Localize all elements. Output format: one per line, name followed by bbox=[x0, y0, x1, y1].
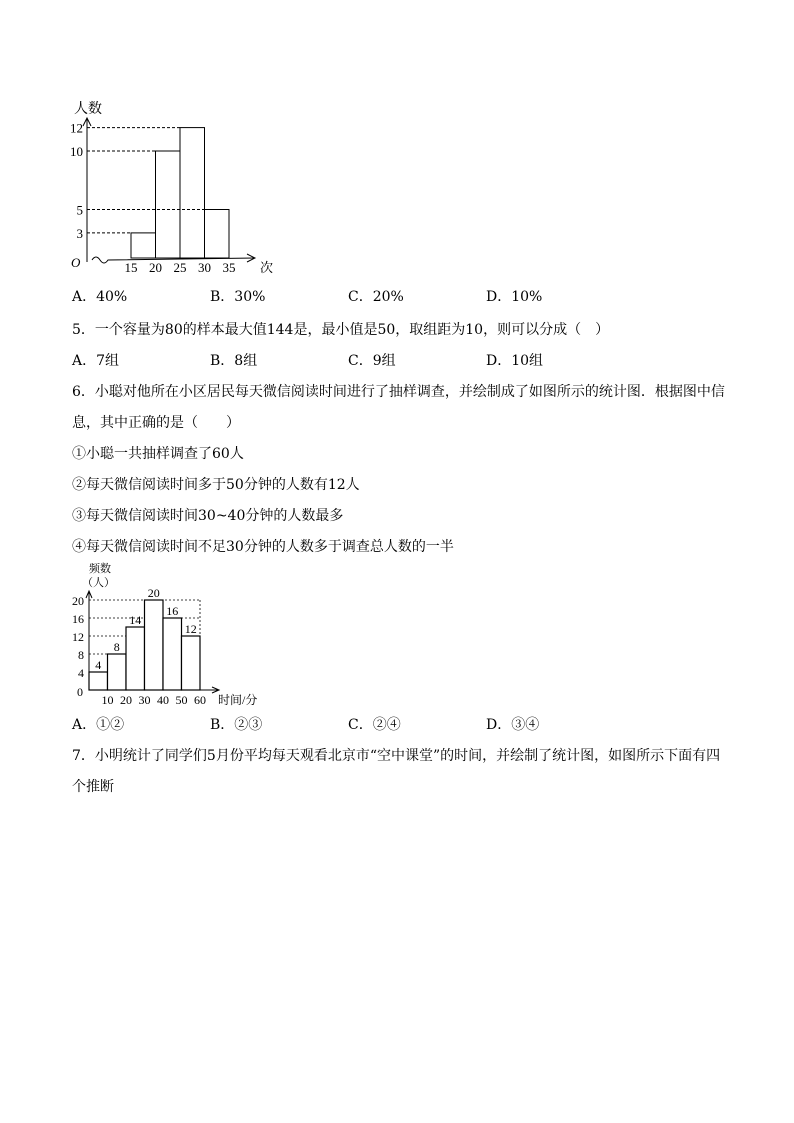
bar-value-label: 12 bbox=[184, 622, 197, 636]
bar bbox=[182, 636, 201, 690]
q5-option-b[interactable]: B．8组 bbox=[210, 353, 258, 369]
y-tick-label: 12 bbox=[72, 630, 84, 644]
bar bbox=[108, 654, 127, 690]
bar bbox=[89, 672, 108, 690]
bar bbox=[131, 233, 156, 258]
q6-statement-3: ③每天微信阅读时间30~40分钟的人数最多 bbox=[72, 508, 344, 524]
x-tick-label: 30 bbox=[138, 693, 151, 707]
bar bbox=[145, 600, 164, 690]
q6-stem-line2: 息，其中正确的是（ ） bbox=[72, 415, 240, 431]
bar bbox=[126, 627, 145, 690]
bar-value-label: 16 bbox=[166, 604, 179, 618]
y-tick-label: 5 bbox=[76, 202, 83, 218]
y-tick-label: 16 bbox=[72, 612, 84, 626]
x-tick-label: 50 bbox=[175, 693, 188, 707]
q6-option-c[interactable]: C．②④ bbox=[348, 717, 401, 733]
q6-statement-2: ②每天微信阅读时间多于50分钟的人数有12人 bbox=[72, 477, 360, 493]
y-tick-label: 3 bbox=[76, 225, 83, 241]
y-axis-label-line2: （人） bbox=[82, 577, 115, 589]
x-tick-label: 35 bbox=[222, 260, 236, 275]
x-tick-label: 30 bbox=[198, 260, 211, 275]
x-tick-label: 15 bbox=[124, 260, 138, 275]
x-tick-label: 25 bbox=[173, 260, 187, 275]
bar bbox=[205, 210, 230, 259]
bar bbox=[180, 128, 205, 258]
bar bbox=[156, 151, 181, 258]
q6-option-b[interactable]: B．②③ bbox=[210, 717, 263, 733]
q6-option-d[interactable]: D．③④ bbox=[486, 717, 540, 733]
histogram-q4 bbox=[60, 95, 290, 280]
histogram-q6 bbox=[60, 558, 270, 710]
bar-value-label: 14 bbox=[129, 613, 142, 627]
q6-statement-1: ①小聪一共抽样调查了60人 bbox=[72, 446, 244, 462]
q5-option-d[interactable]: D．10组 bbox=[486, 353, 544, 369]
bar-value-label: 20 bbox=[147, 586, 160, 600]
q6-statement-4: ④每天微信阅读时间不足30分钟的人数多于调查总人数的一半 bbox=[72, 539, 454, 555]
q6-option-a[interactable]: A．①② bbox=[72, 717, 125, 733]
x-axis-label: 次 bbox=[260, 260, 274, 275]
y-tick-label: 10 bbox=[70, 144, 83, 159]
bar-value-label: 8 bbox=[113, 640, 120, 654]
q6-stem-line1: 6．小聪对他所在小区居民每天微信阅读时间进行了抽样调查，并绘制成了如图所示的统计图．根据图中信 bbox=[72, 384, 725, 400]
q4-option-b[interactable]: B．30% bbox=[210, 289, 266, 305]
y-axis-label: 人数 bbox=[74, 102, 102, 117]
q5-option-c[interactable]: C．9组 bbox=[348, 353, 396, 369]
y-tick-label: 20 bbox=[72, 594, 84, 608]
y-tick-label: 8 bbox=[78, 648, 84, 662]
x-axis-label: 时间/分 bbox=[218, 693, 258, 707]
y-tick-label: 4 bbox=[78, 666, 84, 680]
bar bbox=[163, 618, 182, 690]
origin-label: O bbox=[71, 255, 81, 270]
x-tick-label: 20 bbox=[120, 693, 132, 707]
q4-option-c[interactable]: C．20% bbox=[348, 289, 404, 305]
q5-option-a[interactable]: A．7组 bbox=[72, 353, 120, 369]
q7-stem-line2: 个推断 bbox=[72, 779, 114, 795]
y-tick-label: 12 bbox=[70, 120, 83, 136]
y-axis-label-line1: 频数 bbox=[89, 563, 111, 575]
bar-value-label: 4 bbox=[95, 658, 102, 672]
x-tick-label: 10 bbox=[101, 693, 114, 707]
q4-option-d[interactable]: D．10% bbox=[486, 289, 543, 305]
q4-option-a[interactable]: A．40% bbox=[72, 289, 128, 305]
q7-stem-line1: 7．小明统计了同学们5月份平均每天观看北京市“空中课堂”的时间，并绘制了统计图，如图所示下面有四 bbox=[72, 748, 721, 764]
x-tick-label: 40 bbox=[157, 693, 169, 707]
x-tick-label: 0 bbox=[77, 685, 83, 699]
x-tick-label: 20 bbox=[149, 260, 162, 275]
q5-stem: 5．一个容量为80的样本最大值144是，最小值是50，取组距为10，则可以分成（ ） bbox=[72, 322, 610, 338]
x-tick-label: 60 bbox=[194, 693, 206, 707]
